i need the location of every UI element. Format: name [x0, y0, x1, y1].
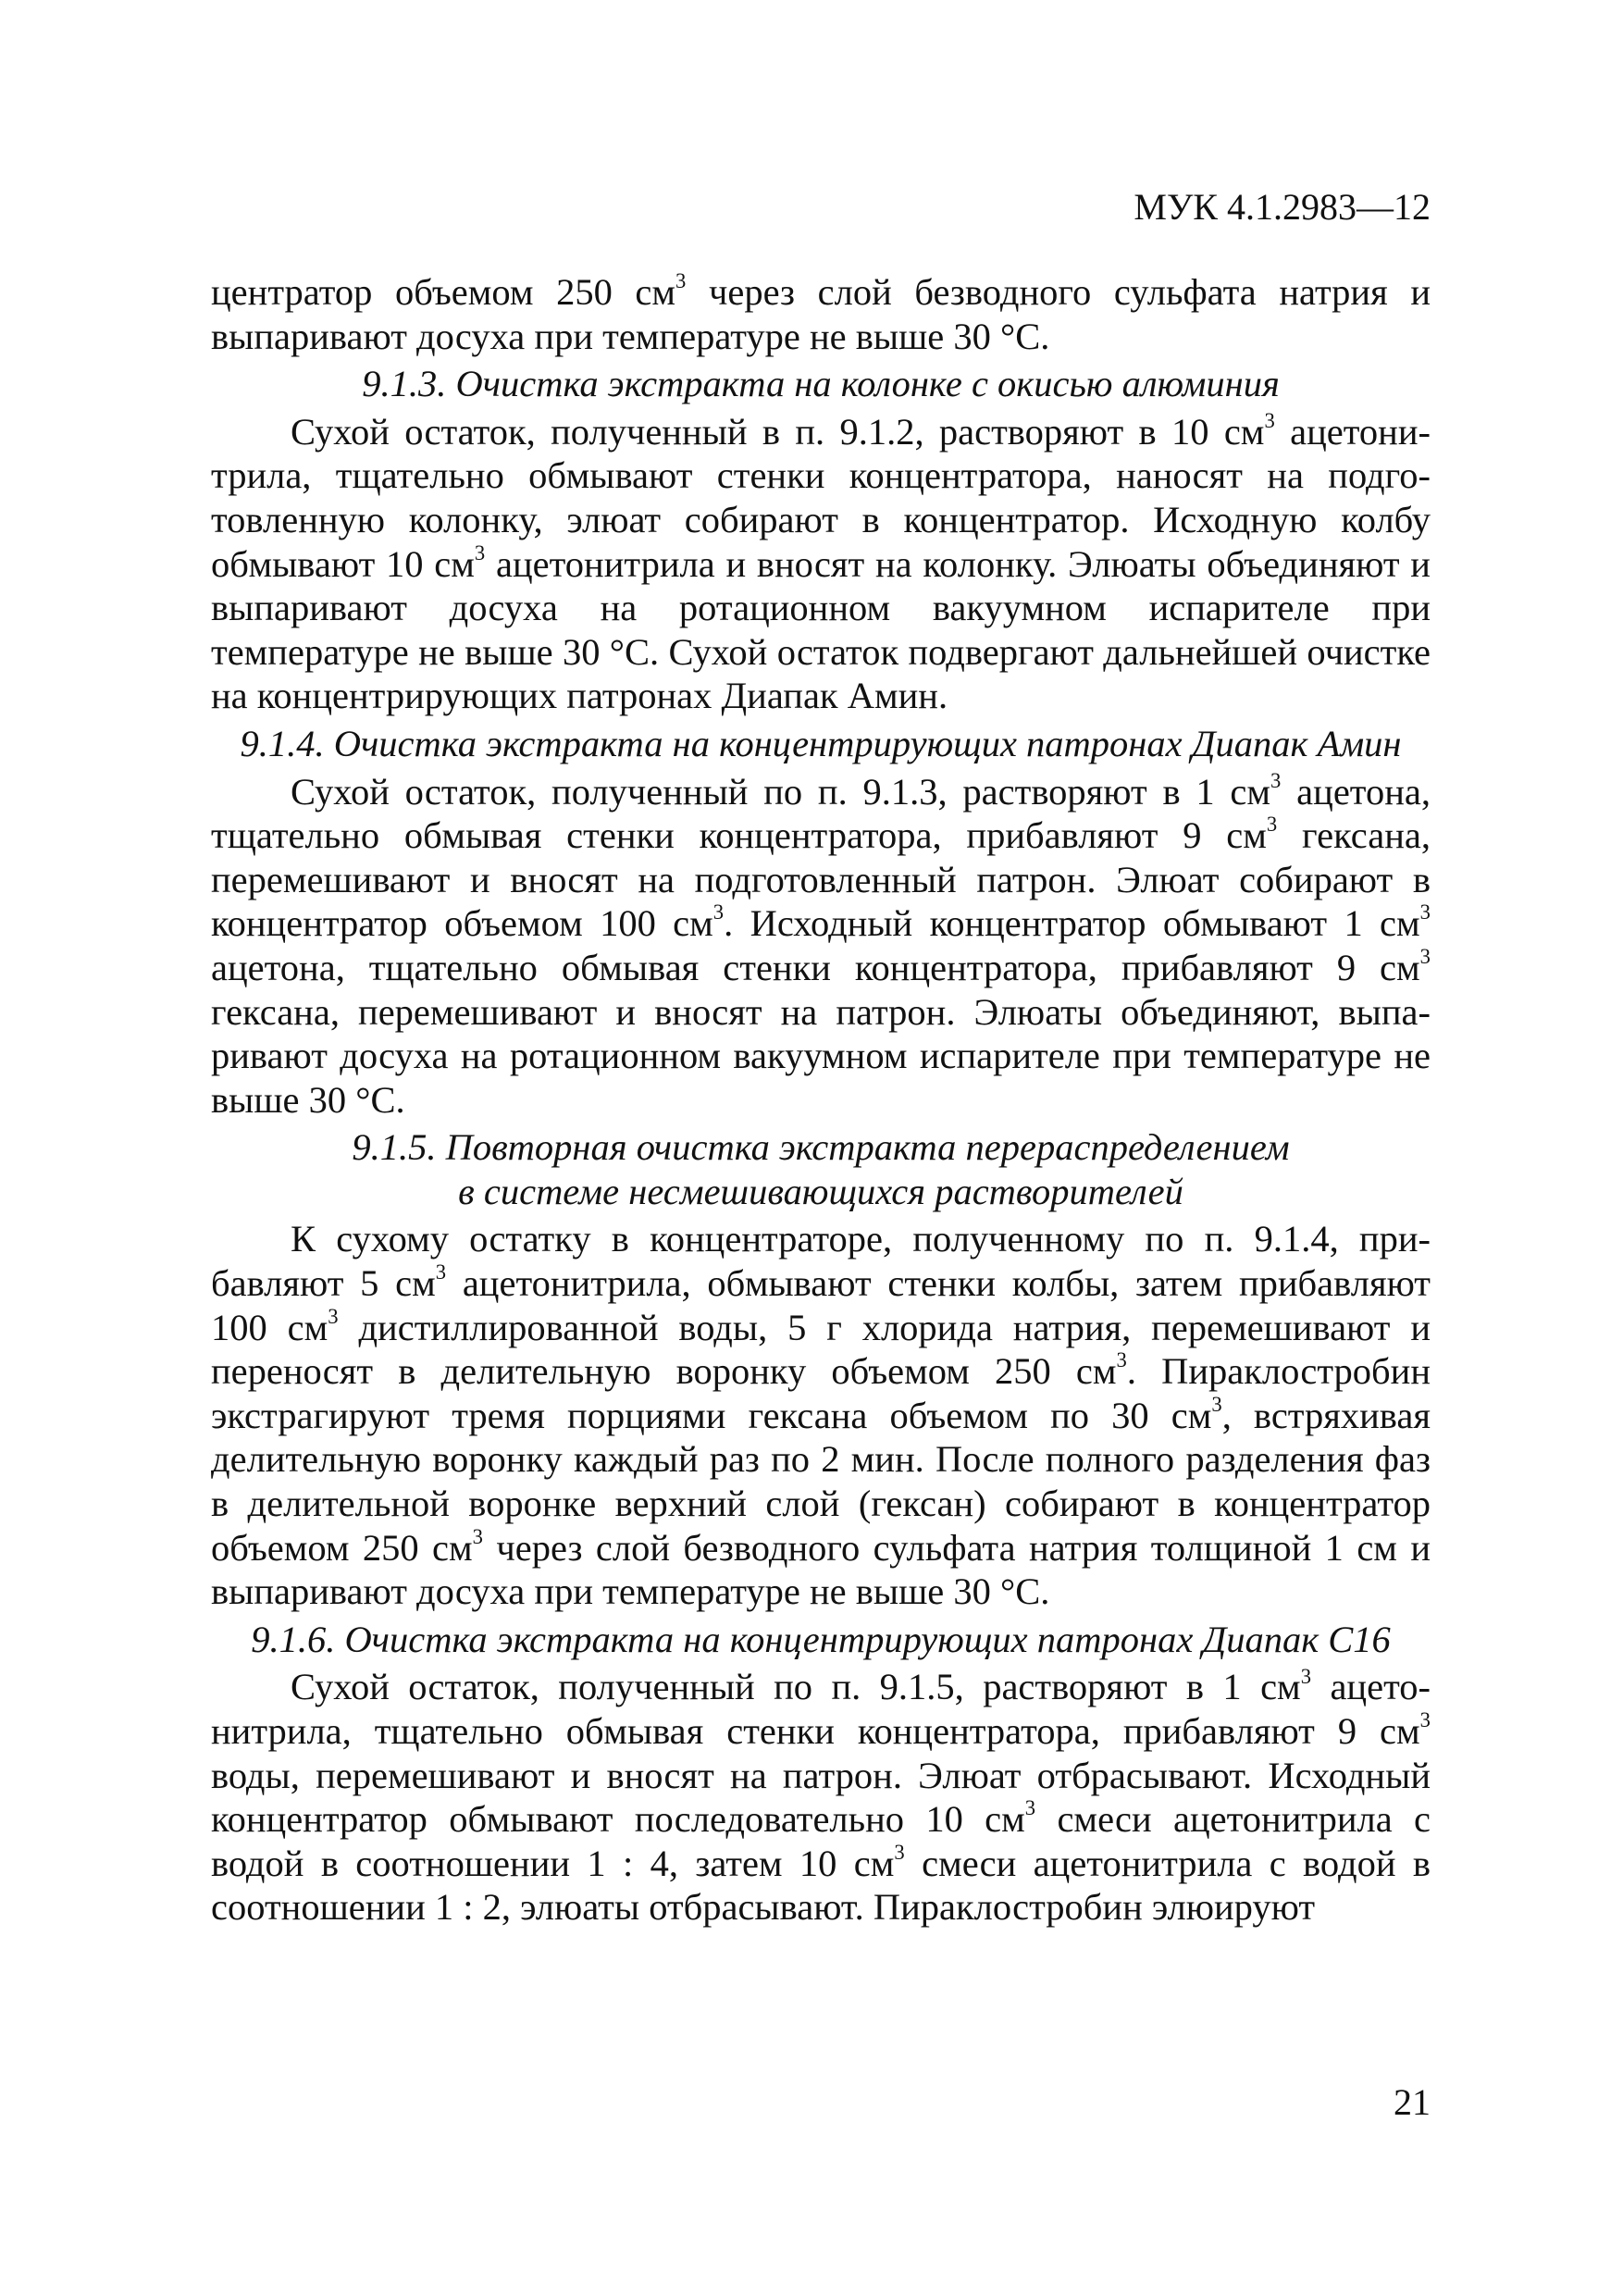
paragraph-9-1-5	[211, 1217, 1431, 1613]
text-run: . Исходный концентратор обмывают 1 см	[724, 902, 1420, 945]
superscript: 3	[1266, 813, 1278, 837]
superscript: 3	[1419, 900, 1431, 925]
text-run: ацетона, тщательно обмывая стенки концентратора, прибавляют 9 см	[211, 770, 1431, 857]
text-run: ацетонитрила и вносят на колонку. Элюаты объединяют и выпаривают досуха на ротационном вакуумном испарителе при температуре не выше 30 °С. Сухой остаток подвергают дальнейшей очистке на концентрирующих патронах Диапак Амин.	[211, 542, 1431, 717]
text-run: гексана, перемешивают и вносят на патрон. Элюаты объединяют, выпаривают досуха на ротационном вакуумном испарителе при температуре не выше 30 °С.	[211, 990, 1431, 1121]
superscript: 3	[435, 1260, 447, 1285]
superscript: 3	[1419, 1708, 1431, 1732]
superscript: 3	[474, 540, 486, 565]
text-run: центратор объемом 250 см	[211, 271, 676, 313]
superscript: 3	[1264, 408, 1275, 432]
section-heading-9-1-4: 9.1.4. Очистка экстракта на концентрирующих патронах Диапак Амин	[240, 722, 1402, 764]
text-run: через слой безводного сульфата натрия и выпаривают досуха при температуре не выше 30 °С.	[211, 271, 1431, 357]
body-text	[211, 270, 1431, 1930]
superscript: 3	[1270, 768, 1282, 792]
text-run: Сухой остаток, полученный по п. 9.1.5, растворяют в 1 см	[291, 1666, 1301, 1708]
paragraph-9-1-3	[211, 410, 1431, 718]
running-header-doc-code: МУК 4.1.2983—12	[1134, 186, 1431, 228]
text-run: через слой безводного сульфата натрия толщиной 1 см и выпаривают досуха при температуре не выше 30 °С.	[211, 1526, 1431, 1613]
text-run: гексана, перемешивают и вносят на подготовленный патрон. Элюат собирают в концентратор объемом 100 см	[211, 814, 1431, 945]
heading-line: 9.1.5. Повторная очистка экстракта перераспределением	[352, 1126, 1290, 1169]
section-heading-9-1-6: 9.1.6. Очистка экстракта на концентрирующих патронах Диапак С16	[251, 1618, 1391, 1660]
superscript: 3	[675, 269, 687, 293]
text-run: ацетонитрила, обмывают стенки колбы, затем прибавляют 100 см	[211, 1262, 1431, 1348]
paragraph-continuation	[211, 270, 1431, 358]
text-run: . Пираклостробин экстрагируют тремя порциями гексана объемом по 30 см	[211, 1350, 1431, 1436]
section-heading-9-1-5	[211, 1125, 1431, 1213]
text-run: воды, перемешивают и вносят на патрон. Элюат отбрасывают. Исходный концентратор обмывают последовательно 10 см	[211, 1754, 1431, 1841]
superscript: 3	[894, 1840, 905, 1864]
text-run: Сухой остаток, полученный по п. 9.1.3, растворяют в 1 см	[291, 770, 1271, 813]
section-heading-9-1-3: 9.1.3. Очистка экстракта на колонке с окисью алюминия	[362, 363, 1280, 405]
page-number: 21	[1394, 2081, 1431, 2123]
superscript: 3	[1419, 945, 1431, 969]
text-run: , встряхивая делительную воронку каждый раз по 2 мин. После полного разделения фаз в делительной воронке верхний слой (гексан) собирают в концентратор объемом 250 см	[211, 1394, 1431, 1569]
superscript: 3	[1211, 1392, 1222, 1416]
text-run: ацетонитрила, тщательно обмывают стенки концентратора, наносят на подготовленную колонку, элюат собирают в концентратор. Исходную колбу обмывают 10 см	[211, 410, 1431, 585]
text-run: смеси ацетонитрила с водой в соотношении 1 : 4, затем 10 см	[211, 1798, 1431, 1884]
superscript: 3	[472, 1524, 484, 1548]
paragraph-9-1-6	[211, 1665, 1431, 1930]
superscript: 3	[712, 900, 725, 925]
text-run: смеси ацетонитрила с водой в соотношении 1 : 2, элюаты отбрасывают. Пираклостробин элюируют	[211, 1842, 1431, 1929]
text-run: Сухой остаток, полученный в п. 9.1.2, растворяют в 10 см	[291, 410, 1265, 453]
text-run: К сухому остатку в концентраторе, полученному по п. 9.1.4, прибавляют 5 см	[211, 1218, 1431, 1305]
superscript: 3	[1024, 1796, 1036, 1820]
superscript: 3	[1116, 1348, 1127, 1372]
heading-line: в системе несмешивающихся растворителей	[458, 1170, 1183, 1212]
superscript: 3	[328, 1304, 339, 1328]
paragraph-9-1-4	[211, 770, 1431, 1123]
text-run: ацетонитрила, тщательно обмывая стенки концентратора, прибавляют 9 см	[211, 1666, 1431, 1752]
text-run: ацетона, тщательно обмывая стенки концентратора, прибавляют 9 см	[211, 946, 1420, 988]
text-run: дистиллированной воды, 5 г хлорида натрия, перемешивают и переносят в делительную воронку объемом 250 см	[211, 1306, 1431, 1393]
superscript: 3	[1300, 1664, 1312, 1688]
